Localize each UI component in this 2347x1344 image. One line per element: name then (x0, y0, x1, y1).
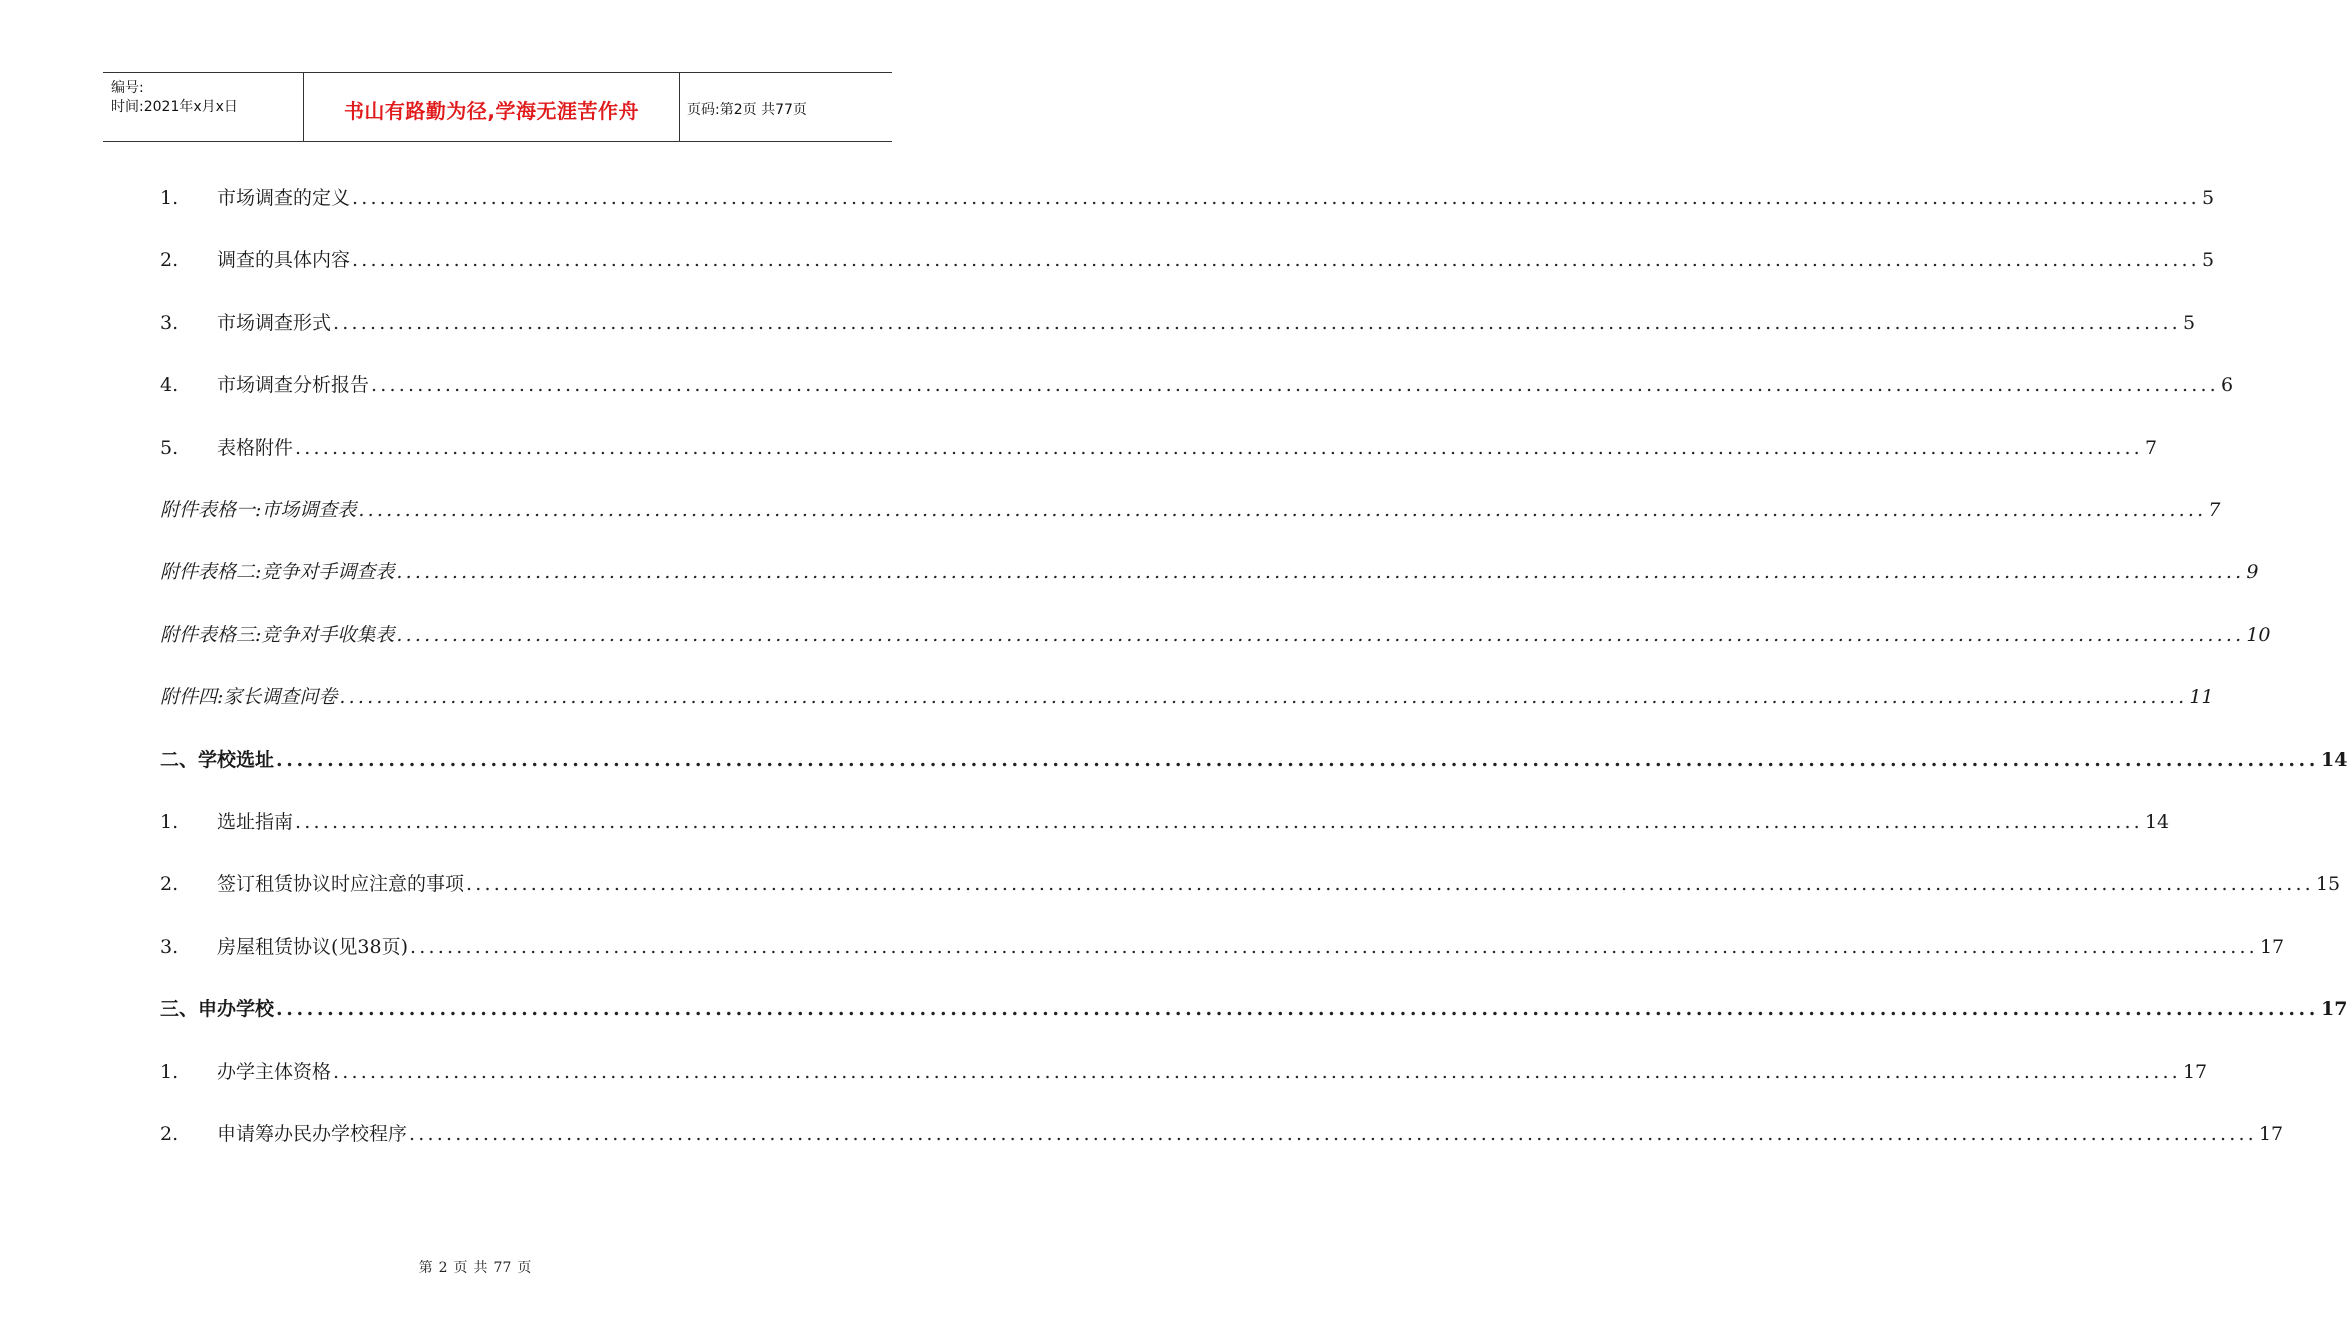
toc-dot-leader: ........................................................................................................................................................................................................ (276, 998, 2319, 1020)
toc-entry[interactable] (160, 492, 2221, 522)
toc-entry-title: 市场调查形式 (217, 312, 332, 334)
toc-entry-page: 7 (2208, 499, 2221, 521)
toc-entry-title: 附件表格一:市场调查表 (160, 499, 357, 521)
toc-entry-number: 2. (160, 873, 179, 895)
toc-entry-title: 选址指南 (217, 811, 294, 833)
toc-entry-title: 申请筹办民办学校程序 (217, 1123, 408, 1145)
footer-total-pages: 77 (493, 1260, 512, 1276)
toc-entry-number: 2. (160, 249, 179, 271)
toc-entry-page: 6 (2220, 374, 2234, 396)
toc-dot-leader: ........................................................................................................................................................................................................ (409, 1123, 2257, 1145)
toc-entry-number: 2. (160, 1123, 179, 1145)
toc-entry-title: 附件表格三:竞争对手收集表 (160, 624, 395, 646)
toc-dot-leader: ........................................................................................................................................................................................................ (358, 499, 2207, 521)
toc-entry-number: 4. (160, 374, 179, 396)
toc-entry-title: 附件表格二:竞争对手调查表 (160, 561, 395, 583)
toc-entry-title: 调查的具体内容 (217, 249, 351, 271)
header-page-cell (679, 73, 892, 141)
toc-entry[interactable] (160, 1054, 2208, 1084)
toc-entry-page: 17 (2320, 998, 2347, 1020)
toc-entry-number: 5. (160, 437, 179, 459)
toc-dot-leader: ........................................................................................................................................................................................................ (333, 312, 2181, 334)
motto-text: 书山有路勤为径,学海无涯苦作舟 (343, 99, 640, 123)
toc-entry-number: 3. (160, 312, 179, 334)
toc-entry-page: 14 (2144, 811, 2170, 833)
toc-entry-page: 17 (2182, 1061, 2208, 1083)
toc-entry-title: 办学主体资格 (217, 1061, 332, 1083)
toc-entry[interactable] (160, 617, 2271, 647)
footer-current-page: 2 (438, 1260, 448, 1276)
toc-entry[interactable] (160, 679, 2214, 709)
toc-entry-page: 7 (2144, 437, 2158, 459)
toc-dot-leader: ........................................................................................................................................................................................................ (396, 561, 2245, 583)
toc-entry[interactable] (160, 430, 2158, 460)
toc-dot-leader: ........................................................................................................................................................................................................ (396, 624, 2245, 646)
toc-dot-leader: ........................................................................................................................................................................................................ (352, 249, 2200, 271)
toc-entry[interactable] (160, 866, 2341, 896)
toc-entry-title: 附件四:家长调查问卷 (160, 686, 338, 708)
toc-entry-title: 市场调查的定义 (217, 187, 351, 209)
toc-dot-leader: ........................................................................................................................................................................................................ (410, 936, 2258, 958)
toc-entry[interactable] (160, 929, 2285, 959)
toc-entry[interactable] (160, 1116, 2284, 1146)
document-date-label: 时间:2021年x月x日 (111, 99, 238, 115)
toc-entry-number: 1. (160, 811, 179, 833)
toc-dot-leader: ........................................................................................................................................................................................................ (339, 686, 2188, 708)
toc-entry-number: 1. (160, 187, 179, 209)
page-code-label: 页码:第2页 共77页 (687, 102, 807, 118)
toc-dot-leader: ........................................................................................................................................................................................................ (352, 187, 2200, 209)
footer-page-word: 页 (453, 1260, 468, 1276)
header-info-cell (103, 73, 303, 141)
toc-entry-page: 5 (2201, 249, 2215, 271)
toc-entry-title: 表格附件 (217, 437, 294, 459)
toc-entry-page: 11 (2189, 686, 2214, 708)
toc-entry-page: 17 (2259, 936, 2285, 958)
page-footer (0, 1257, 950, 1277)
toc-entry-page: 5 (2201, 187, 2215, 209)
toc-entry-page: 14 (2320, 749, 2347, 771)
footer-suffix: 页 (517, 1260, 532, 1276)
toc-dot-leader: ........................................................................................................................................................................................................ (333, 1061, 2181, 1083)
toc-entry-page: 17 (2258, 1123, 2284, 1145)
toc-entry[interactable] (160, 367, 2234, 397)
toc-entry[interactable] (160, 242, 2215, 272)
toc-entry-page: 5 (2182, 312, 2196, 334)
toc-entry[interactable] (160, 991, 2347, 1021)
toc-dot-leader: ........................................................................................................................................................................................................ (276, 749, 2319, 771)
toc-entry-number: 3. (160, 936, 179, 958)
toc-entry-page: 10 (2246, 624, 2271, 646)
toc-entry-page: 15 (2315, 873, 2341, 895)
footer-total-word: 共 (473, 1260, 488, 1276)
toc-entry-number: 1. (160, 1061, 179, 1083)
header-motto-cell (303, 73, 680, 141)
toc-dot-leader: ........................................................................................................................................................................................................ (295, 437, 2143, 459)
toc-entry-page: 9 (2246, 561, 2259, 583)
document-number-label: 编号: (111, 80, 144, 96)
toc-dot-leader: ........................................................................................................................................................................................................ (295, 811, 2143, 833)
toc-entry[interactable] (160, 554, 2259, 584)
toc-dot-leader: ........................................................................................................................................................................................................ (466, 873, 2314, 895)
toc-entry-title: 三、申办学校 (160, 998, 275, 1020)
toc-entry[interactable] (160, 804, 2170, 834)
document-header (103, 72, 892, 142)
toc-entry[interactable] (160, 742, 2347, 772)
toc-dot-leader: ........................................................................................................................................................................................................ (371, 374, 2219, 396)
footer-prefix: 第 (418, 1260, 433, 1276)
toc-entry-title: 签订租赁协议时应注意的事项 (217, 873, 465, 895)
toc-entry-title: 市场调查分析报告 (217, 374, 370, 396)
toc-entry[interactable] (160, 305, 2196, 335)
toc-entry[interactable] (160, 180, 2215, 210)
toc-entry-title: 房屋租赁协议(见38页) (217, 936, 409, 958)
toc-entry-title: 二、学校选址 (160, 749, 275, 771)
